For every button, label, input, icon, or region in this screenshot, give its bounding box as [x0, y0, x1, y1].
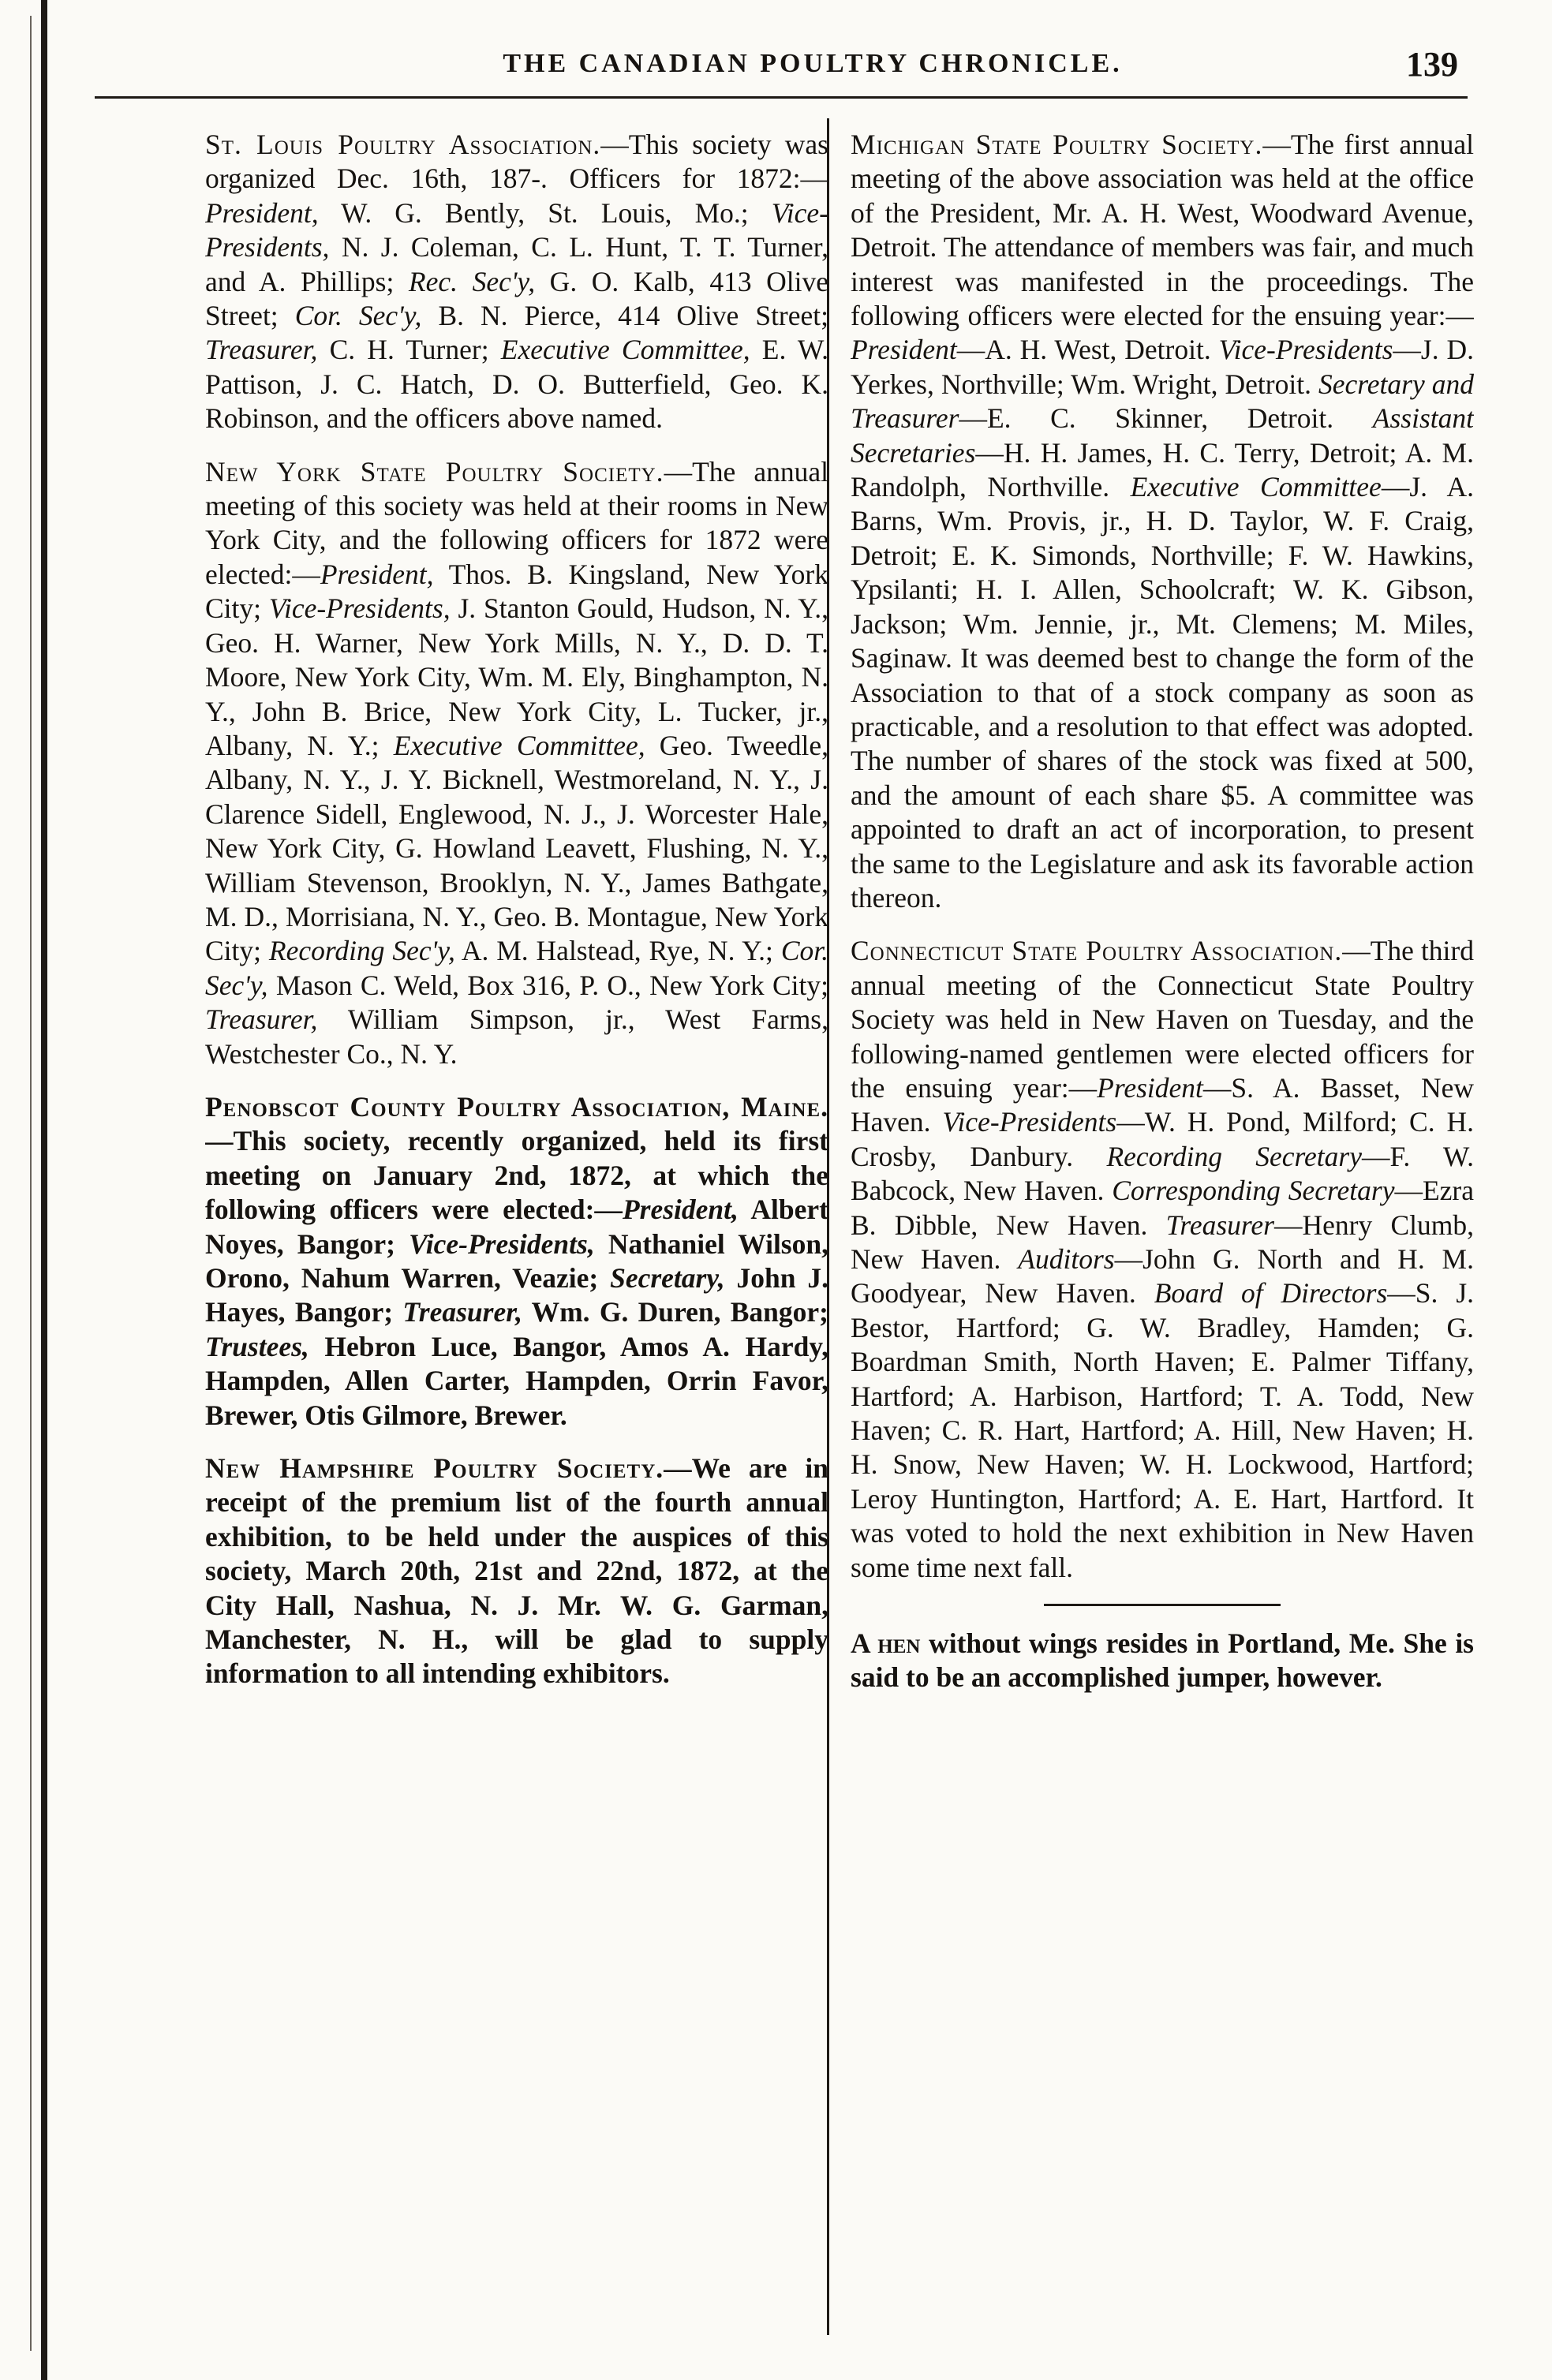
officer-role: President,: [320, 558, 434, 590]
entry-paragraph: [205, 1452, 828, 1691]
officer-role: Executive Committee,: [393, 729, 645, 761]
entry-text: Mason C. Weld, Box 316, P. O., New York City;: [267, 969, 828, 1001]
entry-text: —The first annual meeting of the above association was held at the office of the President, Mr. A. H. West, Woodward Avenue, Detroit. The attendance of members was fair, and much interest was manifested in the proceedings. The following officers were elected for the ensuing year:—: [851, 129, 1474, 332]
officer-role: Recording Sec'y,: [268, 935, 455, 967]
officer-role: Treasurer,: [205, 334, 318, 366]
society-entry: [205, 128, 828, 436]
officer-role: Cor. Sec'y,: [294, 300, 422, 332]
society-heading: New Hampshire Poultry Society.: [205, 1452, 664, 1485]
officer-role: Assistant Secretaries: [851, 402, 1474, 469]
entry-text: Geo. Tweedle, Albany, N. Y., J. Y. Bicknell, Westmoreland, N. Y., J. Clarence Sidell, Englewood, N. J., J. Worcester Hale, New York City, G. Howland Leavett, Flushing, N. Y., William Stevenson, Brooklyn, N. Y., James Bathgate, M. D., Morrisiana, N. Y., Geo. B. Montague, New York City;: [205, 729, 828, 967]
officer-role: Treasurer,: [205, 1003, 318, 1036]
officer-role: Auditors: [1018, 1243, 1115, 1275]
entry-text: —John G. North and H. M. Goodyear, New Haven.: [851, 1243, 1474, 1310]
entry-text: John J. Hayes, Bangor;: [205, 1262, 828, 1328]
entry-paragraph: [205, 1090, 828, 1433]
entry-text: —J. D. Yerkes, Northville; Wm. Wright, Detroit.: [851, 334, 1474, 400]
entry-text: B. N. Pierce, 414 Olive Street;: [421, 300, 828, 332]
society-entry: [851, 934, 1474, 1585]
entry-text: E. W. Pattison, J. C. Hatch, D. O. Butterfield, Geo. K. Robinson, and the officers above named.: [205, 334, 828, 435]
entry-paragraph: [851, 128, 1474, 915]
officer-role: Corresponding Secretary: [1112, 1175, 1395, 1207]
officer-role: Vice-Presidents,: [409, 1227, 595, 1260]
section-divider: [1044, 1604, 1281, 1606]
page-number: 139: [1406, 45, 1458, 84]
entry-text: W. G. Bently, St. Louis, Mo.;: [318, 196, 772, 229]
entry-text: C. H. Turner;: [317, 334, 501, 366]
officer-role: Executive Committee: [1130, 471, 1382, 503]
left-column: [205, 128, 828, 2321]
officer-role: Executive Committee,: [500, 334, 750, 366]
entry-text: —H. H. James, H. C. Terry, Detroit; A. M. Randolph, Northville.: [851, 436, 1474, 503]
right-column-entries: [851, 128, 1474, 1585]
officer-role: Cor. Sec'y,: [205, 935, 828, 1001]
entry-text: A. M. Halstead, Rye, N. Y.;: [454, 935, 781, 967]
society-heading: Penobscot County Poultry Association, Maine.: [205, 1090, 828, 1123]
entry-text: —J. A. Barns, Wm. Provis, jr., H. D. Taylor, W. F. Craig, Detroit; E. K. Simonds, Northville; F. W. Hawkins, Ypsilanti; H. I. Allen, Schoolcraft; W. K. Gibson, Jackson; Wm. Jennie, jr., Mt. Clemens; M. Miles, Saginaw. It was deemed best to change the form of the Association to that of a stock company as soon as practicable, and a resolution to that effect was adopted. The number of shares of the stock was fixed at 500, and the amount of each share $5. A committee was appointed to draft an act of incorporation, to present the same to the Legislature and ask its favorable action thereon.: [851, 471, 1474, 914]
society-entry: [205, 1452, 828, 1691]
entry-paragraph: [205, 128, 828, 436]
officer-role: Secretary,: [610, 1262, 725, 1294]
entry-text: William Simpson, jr., West Farms, Westchester Co., N. Y.: [205, 1003, 828, 1070]
entry-text: Thos. B. Kingsland, New York City;: [205, 558, 828, 625]
entry-text: —F. W. Babcock, New Haven.: [851, 1140, 1474, 1207]
entry-text: Hebron Luce, Bangor, Amos A. Hardy, Hampden, Allen Carter, Hampden, Orrin Favor, Brewer, Otis Gilmore, Brewer.: [205, 1330, 828, 1431]
entry-text: —E. C. Skinner, Detroit.: [959, 402, 1373, 435]
entry-text: Nathaniel Wilson, Orono, Nahum Warren, Veazie;: [205, 1227, 828, 1294]
entry-text: Wm. G. Duren, Bangor;: [522, 1296, 828, 1328]
entry-text: —This society was organized Dec. 16th, 187-. Officers for 1872:—: [205, 129, 828, 195]
entry-text: J. Stanton Gould, Hudson, N. Y., Geo. H. Warner, New York Mills, N. Y., D. D. T. Moore, New York City, Wm. M. Ely, Binghampton, N. Y., John B. Brice, New York City, L. Tucker, jr., Albany, N. Y.;: [205, 592, 828, 761]
officer-role: Board of Directors: [1154, 1277, 1388, 1310]
entry-text: —The third annual meeting of the Connecticut State Poultry Society was held in New Haven on Tuesday, and the following-named gentlemen were elected officers for the ensuing year:—: [851, 935, 1474, 1104]
officer-role: Vice-Presidents,: [205, 196, 828, 263]
officer-role: President,: [205, 196, 319, 229]
officer-role: Vice-Presidents,: [268, 592, 451, 625]
entry-text: G. O. Kalb, 413 Olive Street;: [205, 265, 828, 332]
entry-text: —S. A. Basset, New Haven.: [851, 1071, 1474, 1138]
officer-role: Secretary and Treasurer: [851, 368, 1474, 435]
entry-text: —W. H. Pond, Milford; C. H. Crosby, Danbury.: [851, 1106, 1474, 1172]
entry-text: N. J. Coleman, C. L. Hunt, T. T. Turner, and A. Phillips;: [205, 231, 828, 297]
entry-text: —Ezra B. Dibble, New Haven.: [851, 1175, 1474, 1241]
entry-text: —This society, recently organized, held its first meeting on January 2nd, 1872, at which the following officers were elected:—: [205, 1125, 828, 1226]
society-heading: Connecticut State Poultry Association.: [851, 935, 1343, 967]
entry-text: Albert Noyes, Bangor;: [205, 1194, 828, 1260]
officer-role: President,: [622, 1194, 739, 1226]
entry-text: —The annual meeting of this society was held at their rooms in New York City, and the following officers for 1872 were elected:—: [205, 455, 828, 590]
hen-note-lead: A hen: [851, 1627, 921, 1660]
society-entry: [205, 455, 828, 1071]
society-entry: [851, 128, 1474, 915]
entry-text: —We are in receipt of the premium list of the fourth annual exhibition, to be held under the auspices of this society, March 20th, 21st and 22nd, 1872, at the City Hall, Nashua, N. J. Mr. W. G. Garman, Manchester, N. H., will be glad to supply information to all intending exhibitors.: [205, 1452, 828, 1690]
entry-text: —A. H. West, Detroit.: [956, 334, 1219, 366]
entry-text: —S. J. Bestor, Hartford; G. W. Bradley, Hamden; G. Boardman Smith, North Haven; E. Palmer Tiffany, Hartford; A. Harbison, Hartford; T. A. Todd, New Haven; C. R. Hart, Hartford; A. Hill, New Haven; H. H. Snow, New Haven; W. H. Lockwood, Hartford; Leroy Huntington, Hartford; A. E. Hart, Hartford. It was voted to hold the next exhibition in New Haven some time next fall.: [851, 1277, 1474, 1583]
officer-role: Vice-Presidents: [942, 1106, 1117, 1138]
society-heading: New York State Poultry Society.: [205, 455, 664, 488]
right-column: [851, 128, 1474, 2321]
hen-note: [851, 1627, 1474, 1695]
society-heading: St. Louis Poultry Association.: [205, 129, 601, 160]
society-entry: [205, 1090, 828, 1433]
officer-role: Recording Secretary: [1106, 1140, 1362, 1172]
officer-role: Rec. Sec'y,: [408, 265, 536, 297]
running-title: THE CANADIAN POULTRY CHRONICLE.: [503, 49, 1123, 78]
running-header: [95, 41, 1468, 99]
officer-role: President: [1097, 1071, 1203, 1104]
hen-note-text: without wings resides in Portland, Me. She is said to be an accomplished jumper, however.: [851, 1627, 1474, 1694]
entry-paragraph: [205, 455, 828, 1071]
entry-text: —Henry Clumb, New Haven.: [851, 1209, 1474, 1275]
society-heading: Michigan State Poultry Society.: [851, 129, 1263, 160]
binding-edge-shadow: [30, 16, 32, 2351]
officer-role: Treasurer,: [402, 1296, 522, 1328]
binding-edge-line: [41, 0, 47, 2380]
officer-role: President: [851, 334, 957, 366]
officer-role: Vice-Presidents: [1218, 334, 1393, 366]
entry-paragraph: [851, 934, 1474, 1585]
officer-role: Trustees,: [205, 1330, 309, 1362]
officer-role: Treasurer: [1165, 1209, 1275, 1241]
